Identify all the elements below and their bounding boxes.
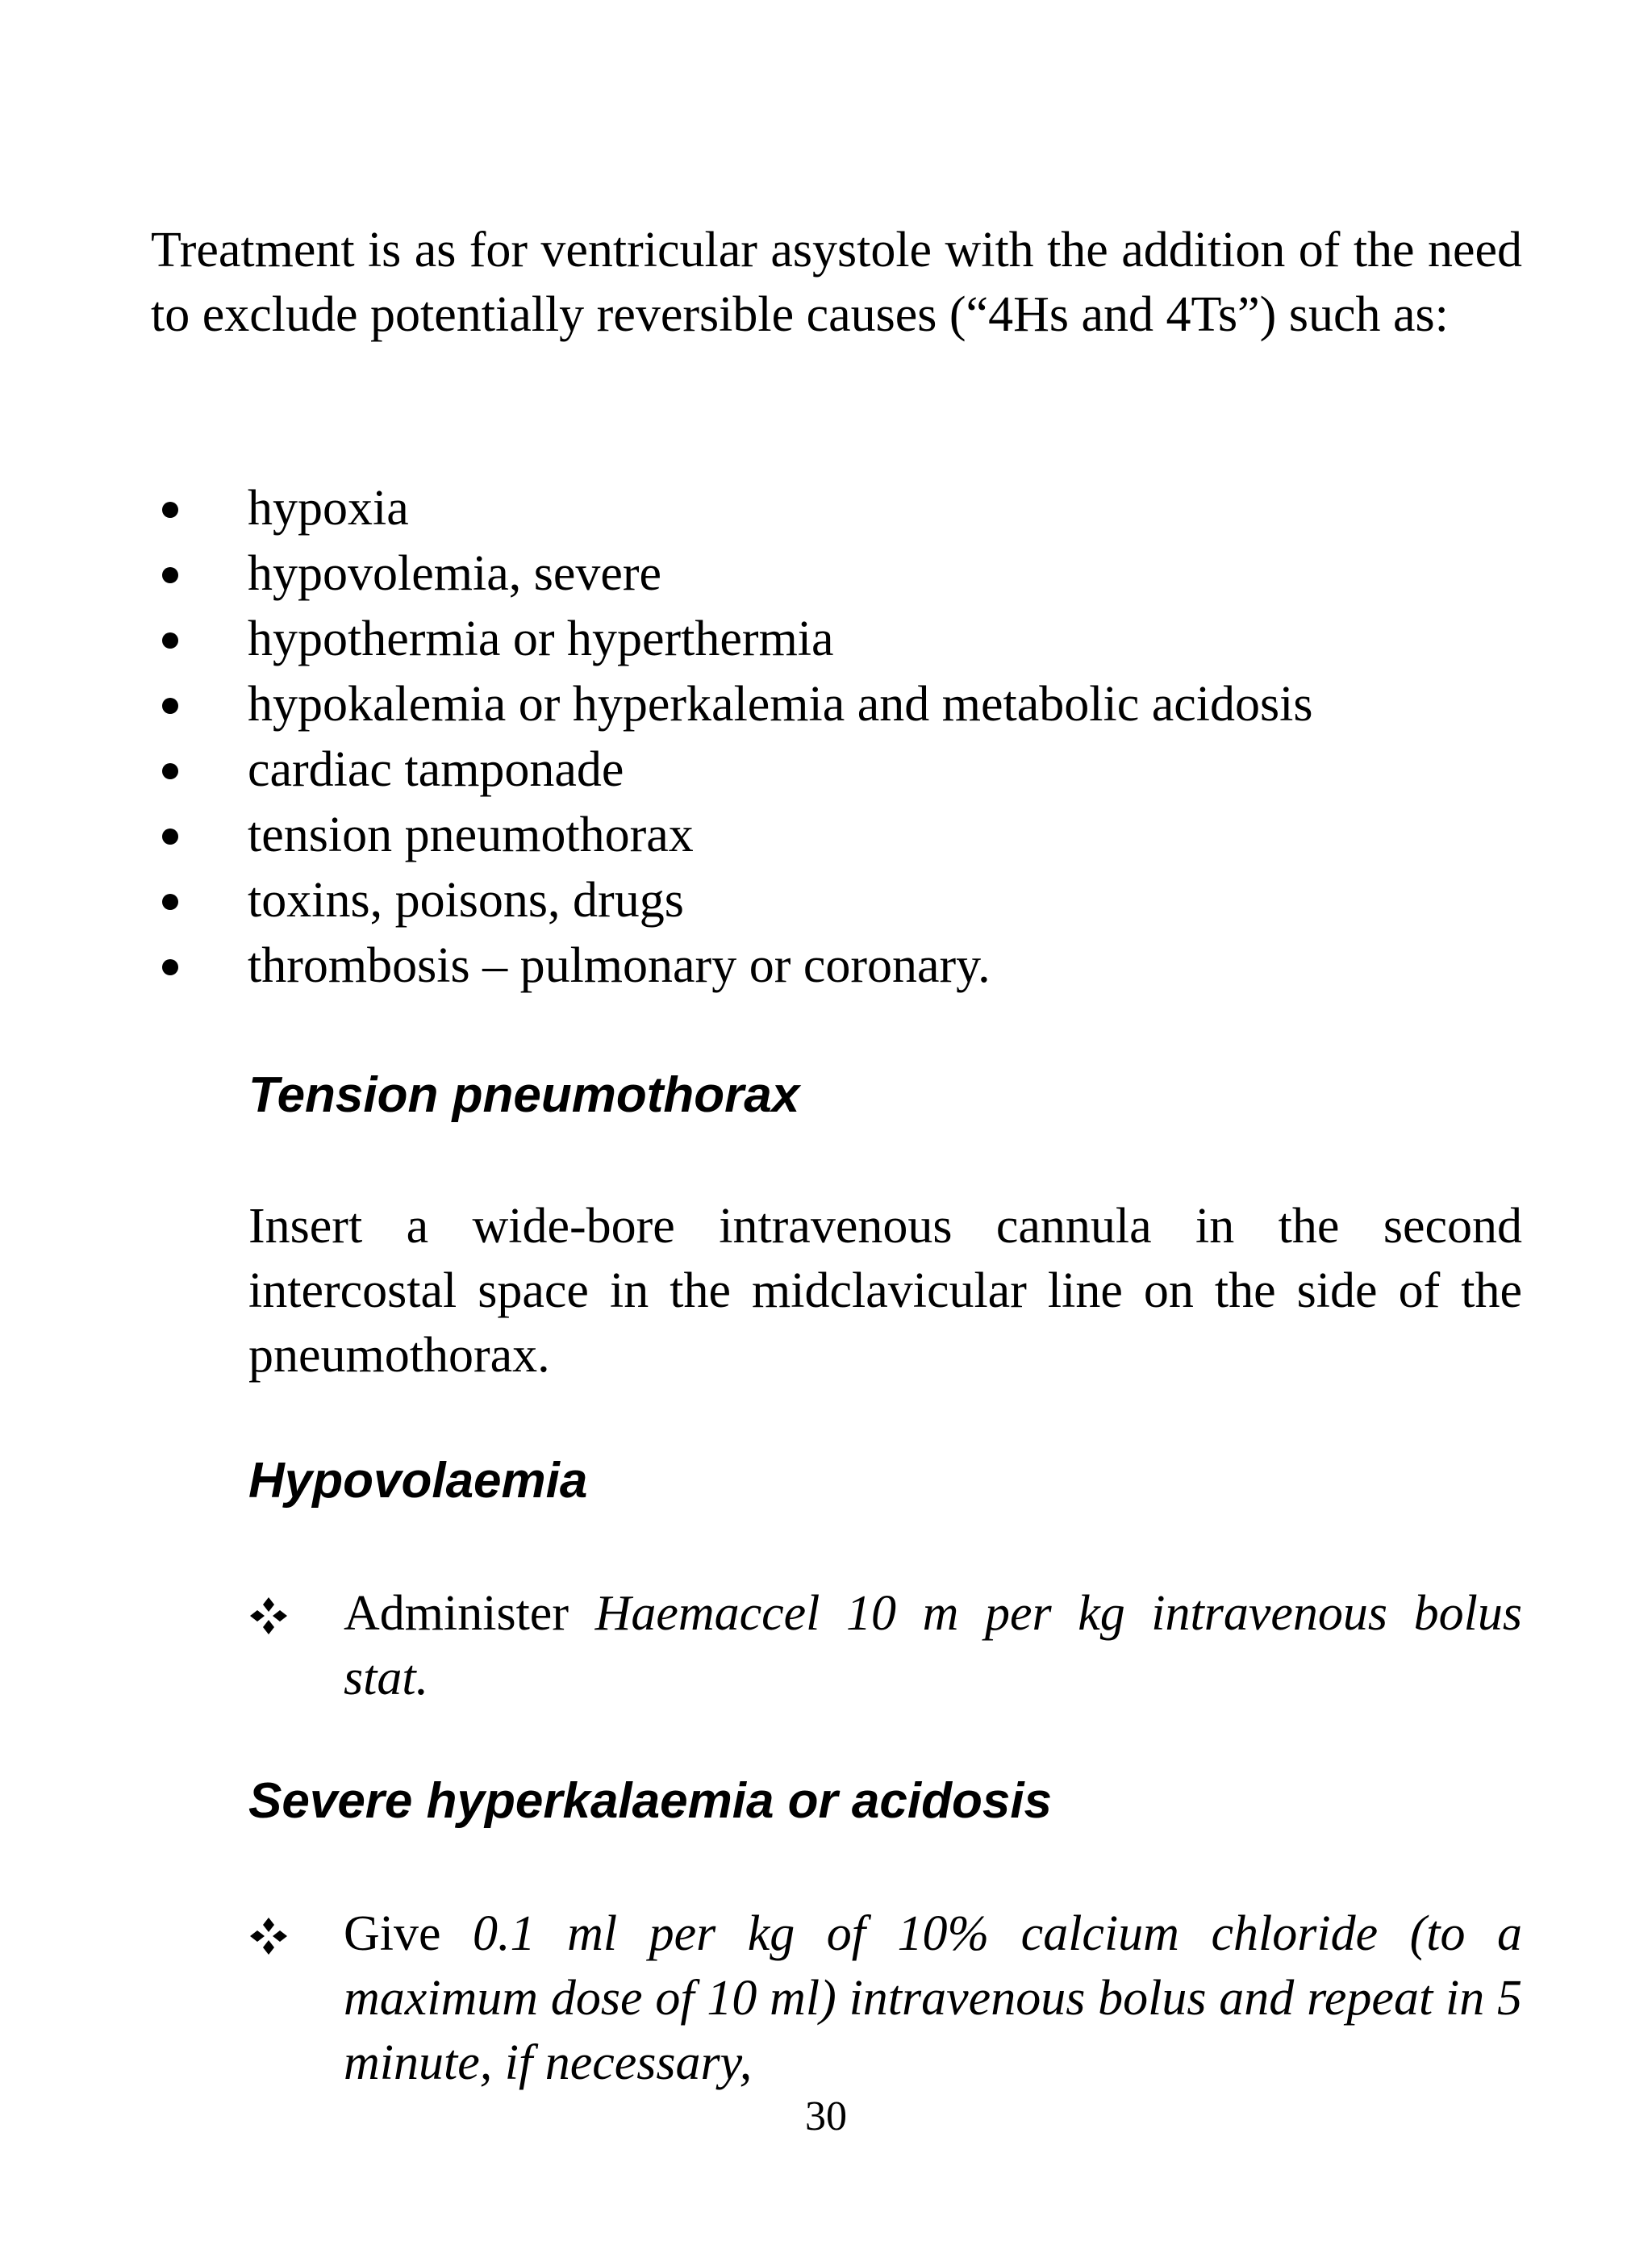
section-heading-hypovolaemia: Hypovolaemia [248,1453,588,1509]
page-number: 30 [805,2093,847,2139]
list-item-text: hypovolemia, severe [248,546,662,601]
list-item [151,607,1522,672]
bullet-dot-icon [162,698,178,714]
diamond-cluster-icon [248,1916,289,1956]
causes-list [151,476,1522,999]
hypovolaemia-instruction [248,1581,1522,1710]
bullet-dot-icon [162,959,178,975]
list-item [151,672,1522,737]
list-item [151,476,1522,541]
list-item-text: cardiac tamponade [248,742,624,797]
severe-hyperkalaemia-instruction [248,1901,1522,2095]
bullet-dot-icon [162,763,178,779]
list-item-text: hypothermia or hyperthermia [248,611,834,666]
list-item-text: hypokalemia or hyperkalemia and metabolic acidosis [248,677,1313,732]
tension-pneumothorax-text: Insert a wide-bore intravenous cannula in the second intercostal space in the midclavicular line on the side of the pneumothorax. [248,1199,1522,1383]
list-item [151,868,1522,933]
list-item [151,933,1522,999]
bullet-dot-icon [162,828,178,845]
section-heading-severe-hyperkalaemia: Severe hyperkalaemia or acidosis [248,1773,1053,1829]
instruction-dose: Haemaccel 10 m per kg intravenous bolus stat. [344,1586,1522,1705]
list-item-text: tension pneumothorax [248,808,694,862]
diamond-cluster-icon [248,1596,289,1636]
list-item [151,803,1522,868]
list-item [151,737,1522,803]
bullet-dot-icon [162,632,178,649]
bullet-dot-icon [162,502,178,518]
list-item-text: toxins, poisons, drugs [248,873,684,928]
instruction-lead: Give [344,1906,473,1961]
section-heading-tension-pneumothorax: Tension pneumothorax [248,1067,800,1123]
instruction-lead: Administer [344,1586,595,1641]
list-item-text: hypoxia [248,481,409,536]
intro-paragraph: Treatment is as for ventricular asystole with the addition of the need to exclude potentially reversible causes (“4Hs and 4Ts”) such as: [151,223,1522,342]
instruction-text [344,1901,1522,2095]
instruction-dose: 0.1 ml per kg of 10% calcium chloride (to a maximum dose of 10 ml) intravenous bolus and repeat in 5 minute, if necessary, [344,1906,1522,2090]
list-item [151,541,1522,607]
bullet-dot-icon [162,567,178,583]
list-item-text: thrombosis – pulmonary or coronary. [248,938,991,993]
instruction-text [344,1581,1522,1710]
bullet-dot-icon [162,894,178,910]
